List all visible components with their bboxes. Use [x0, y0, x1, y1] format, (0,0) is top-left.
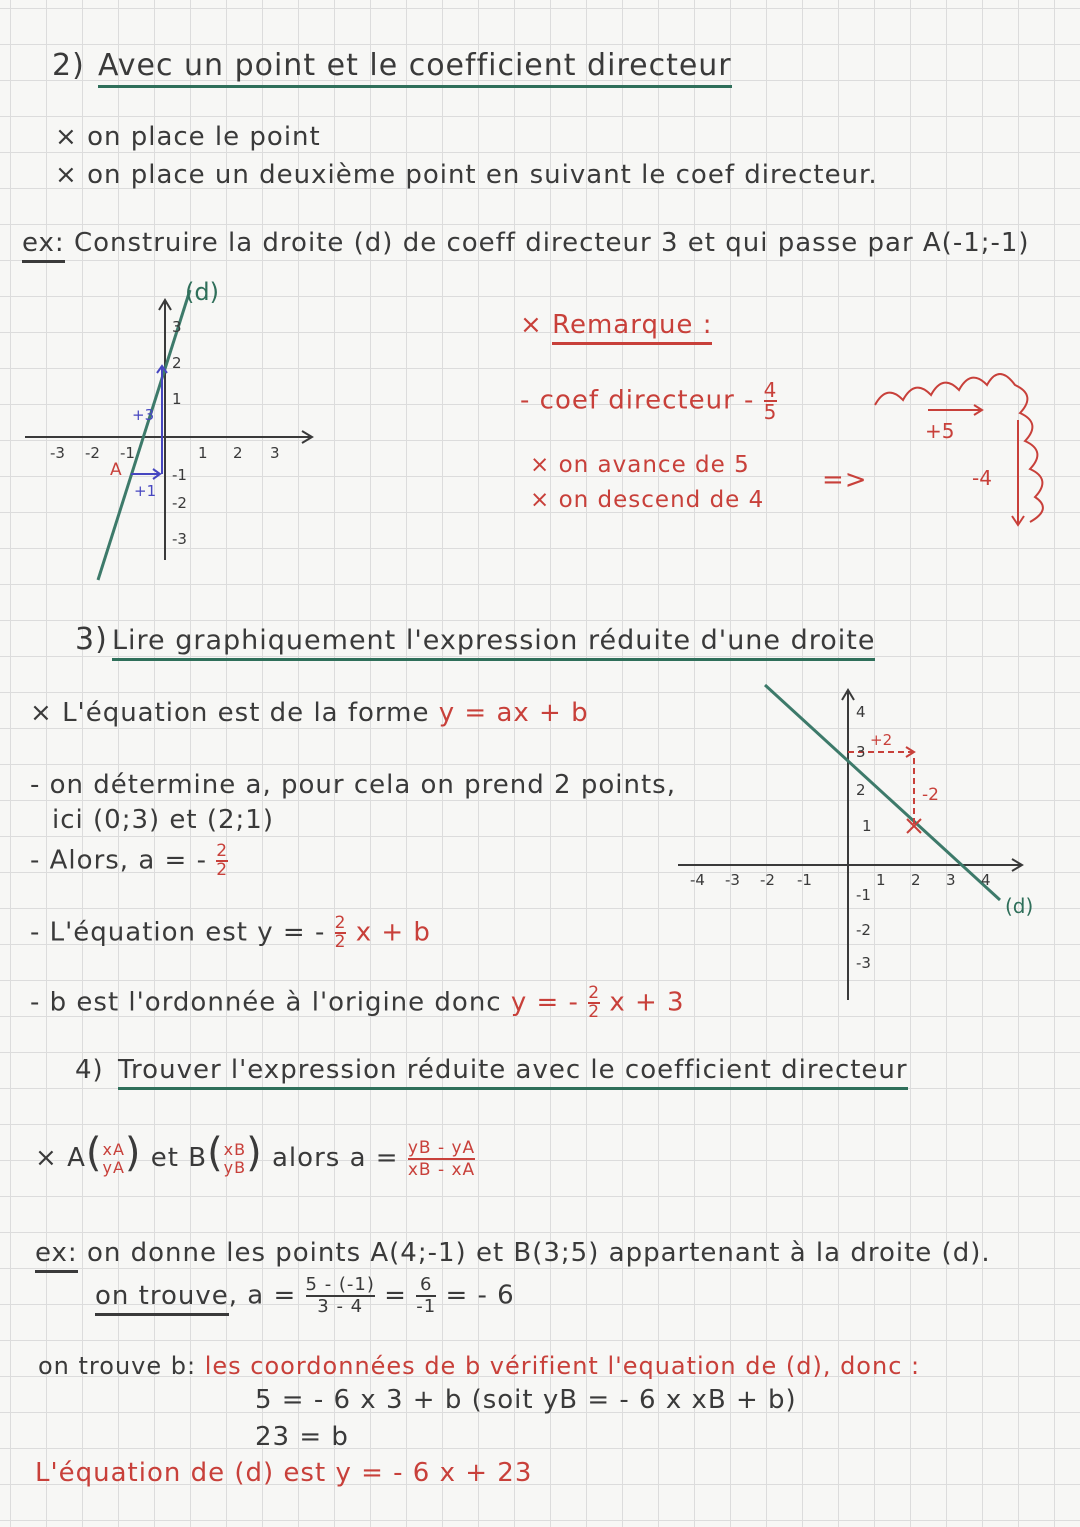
- final-line: [35, 1458, 532, 1488]
- coef-text: - coef directeur -: [520, 385, 755, 416]
- section-2-title: Avec un point et le coefficient directeur: [98, 48, 732, 88]
- y-tick: 2: [172, 354, 182, 372]
- line-d: [765, 685, 1000, 900]
- form-prefix: L'équation est de la forme: [62, 698, 430, 728]
- remark-title: × Remarque :: [520, 310, 712, 340]
- ex-label: ex:: [22, 228, 65, 263]
- y-tick: -1: [856, 886, 871, 904]
- section-4-number: 4): [75, 1055, 104, 1085]
- y-tick: 1: [172, 390, 182, 408]
- frac-num: 2: [334, 913, 347, 933]
- equation-text: - L'équation est y = -: [30, 917, 326, 948]
- formula-line: × A( xA yA ) et B( xB yB ) alors a = $\frac{yB - yA}{xB - xA}$: [35, 1130, 476, 1180]
- x-tick: 1: [198, 444, 208, 462]
- ex-text: Construire la droite (d) de coeff directeur 3 et qui passe par A(-1;-1): [73, 228, 1030, 258]
- b-text: - b est l'ordonnée à l'origine donc: [30, 987, 502, 1018]
- step-y-label: -2: [922, 785, 939, 805]
- alors-text: - Alors, a = -: [30, 845, 207, 876]
- x-tick: 3: [946, 871, 956, 889]
- a-num: yB - yA: [407, 1137, 476, 1158]
- then-text: alors a =: [272, 1143, 399, 1173]
- frac-den: 2: [216, 860, 229, 880]
- b-label: et B: [150, 1143, 208, 1173]
- x-tick: -4: [690, 871, 705, 889]
- y-tick: -2: [172, 494, 187, 512]
- remark-step-2: × on descend de 4: [530, 487, 765, 513]
- x-tick: -3: [50, 444, 65, 462]
- step-x-label: +1: [134, 482, 157, 500]
- ex-label: ex:: [35, 1238, 78, 1273]
- y-tick: -3: [856, 954, 871, 972]
- frac-num: 2: [216, 841, 229, 861]
- remark-step-1-text: on avance de 5: [558, 452, 750, 478]
- step-x-label: +2: [870, 731, 893, 749]
- coef-den: 5: [763, 400, 778, 424]
- calc2-num: 6: [416, 1275, 436, 1297]
- s3-line-1: - on détermine a, pour cela on prend 2 points,: [30, 770, 676, 800]
- x-tick: 2: [233, 444, 243, 462]
- s3-line-2: ici (0;3) et (2;1): [52, 805, 274, 835]
- a-eq: , a =: [228, 1280, 297, 1311]
- coef-num: 4: [763, 378, 778, 402]
- form-line: × L'équation est de la forme y = ax + b: [30, 698, 589, 728]
- calc1-den: 3 - 4: [317, 1296, 364, 1317]
- section-3-title: Lire graphiquement l'expression réduite d'une droite: [112, 625, 875, 661]
- x-tick: 2: [911, 871, 921, 889]
- final-prefix: L'équation de (d) est: [35, 1458, 327, 1488]
- graph2-line-label: (d): [1005, 894, 1034, 918]
- frac-den: 2: [334, 932, 347, 952]
- xa: xA: [102, 1139, 125, 1159]
- calc-result: = - 6: [445, 1280, 515, 1311]
- x-tick: -3: [725, 871, 740, 889]
- frac-den: 2: [588, 1002, 601, 1022]
- form-eq: y = ax + b: [438, 698, 589, 728]
- bullet-2-text: on place un deuxième point en suivant le coef directeur.: [87, 160, 878, 190]
- x-tick: -1: [797, 871, 812, 889]
- bullet-1-text: on place le point: [87, 122, 321, 152]
- bullet-1: × on place le point: [55, 122, 321, 152]
- final-eq: y = -: [510, 987, 579, 1018]
- x-tick: 4: [981, 871, 991, 889]
- yb: yB: [223, 1157, 247, 1177]
- section-2-number: 2): [52, 48, 85, 83]
- y-tick: 2: [856, 781, 866, 799]
- calc2-den: -1: [416, 1296, 437, 1317]
- frac-num: 2: [588, 983, 601, 1003]
- bullet-2: × on place un deuxième point en suivant le coef directeur.: [55, 160, 878, 190]
- y-tick: 4: [856, 703, 866, 721]
- equation-1: 5 = - 6 x 3 + b (soit yB = - 6 x xB + b): [255, 1385, 797, 1415]
- point-a-label: A: [110, 460, 122, 480]
- plus5-label: +5: [925, 419, 955, 443]
- minus4-label: -4: [972, 466, 992, 490]
- a-label: A: [67, 1143, 86, 1173]
- x-tick: -2: [760, 871, 775, 889]
- section-3-number: 3): [75, 622, 108, 657]
- y-tick: 3: [172, 318, 182, 336]
- remark-step-2-text: on descend de 4: [558, 487, 765, 513]
- section-4-title: Trouver l'expression réduite avec le coefficient directeur: [118, 1055, 908, 1090]
- eq-tail: x + b: [355, 917, 431, 948]
- a-den: xB - xA: [407, 1159, 476, 1180]
- xb: xB: [223, 1139, 247, 1159]
- remark-arrow: =>: [822, 465, 868, 495]
- find-a-label: on trouve: [95, 1281, 229, 1316]
- y-tick: -2: [856, 921, 871, 939]
- remark-step-1: × on avance de 5: [530, 452, 750, 478]
- x-tick: -2: [85, 444, 100, 462]
- x-tick: 1: [876, 871, 886, 889]
- find-b-text: les coordonnées de b vérifient l'equation de (d), donc :: [204, 1352, 921, 1380]
- x-tick: 3: [270, 444, 280, 462]
- final-equation: y = - 6 x + 23: [335, 1458, 533, 1488]
- find-b-label: on trouve b:: [38, 1352, 197, 1380]
- ex-text: on donne les points A(4;-1) et B(3;5) appartenant à la droite (d).: [86, 1238, 991, 1268]
- find-b-line: [38, 1352, 920, 1380]
- remark-title-text: Remarque :: [552, 310, 712, 345]
- find-a-line: on trouve, a = $\frac{5 - (-1)}{3 - 4}$ = $\frac{6}{-1}$ = - 6: [95, 1274, 515, 1317]
- step-y-label: +3: [132, 406, 155, 424]
- y-tick: -3: [172, 530, 187, 548]
- graph1-line-label: (d): [185, 278, 219, 306]
- example-4: [35, 1238, 991, 1268]
- y-tick: 3: [856, 743, 866, 761]
- y-tick: -1: [172, 466, 187, 484]
- calc1-num: 5 - (-1): [305, 1274, 375, 1295]
- y-tick: 1: [862, 817, 872, 835]
- equation-2: 23 = b: [255, 1422, 349, 1452]
- ya: yA: [102, 1157, 125, 1177]
- final-tail: x + 3: [609, 987, 685, 1018]
- x-tick: -1: [120, 444, 135, 462]
